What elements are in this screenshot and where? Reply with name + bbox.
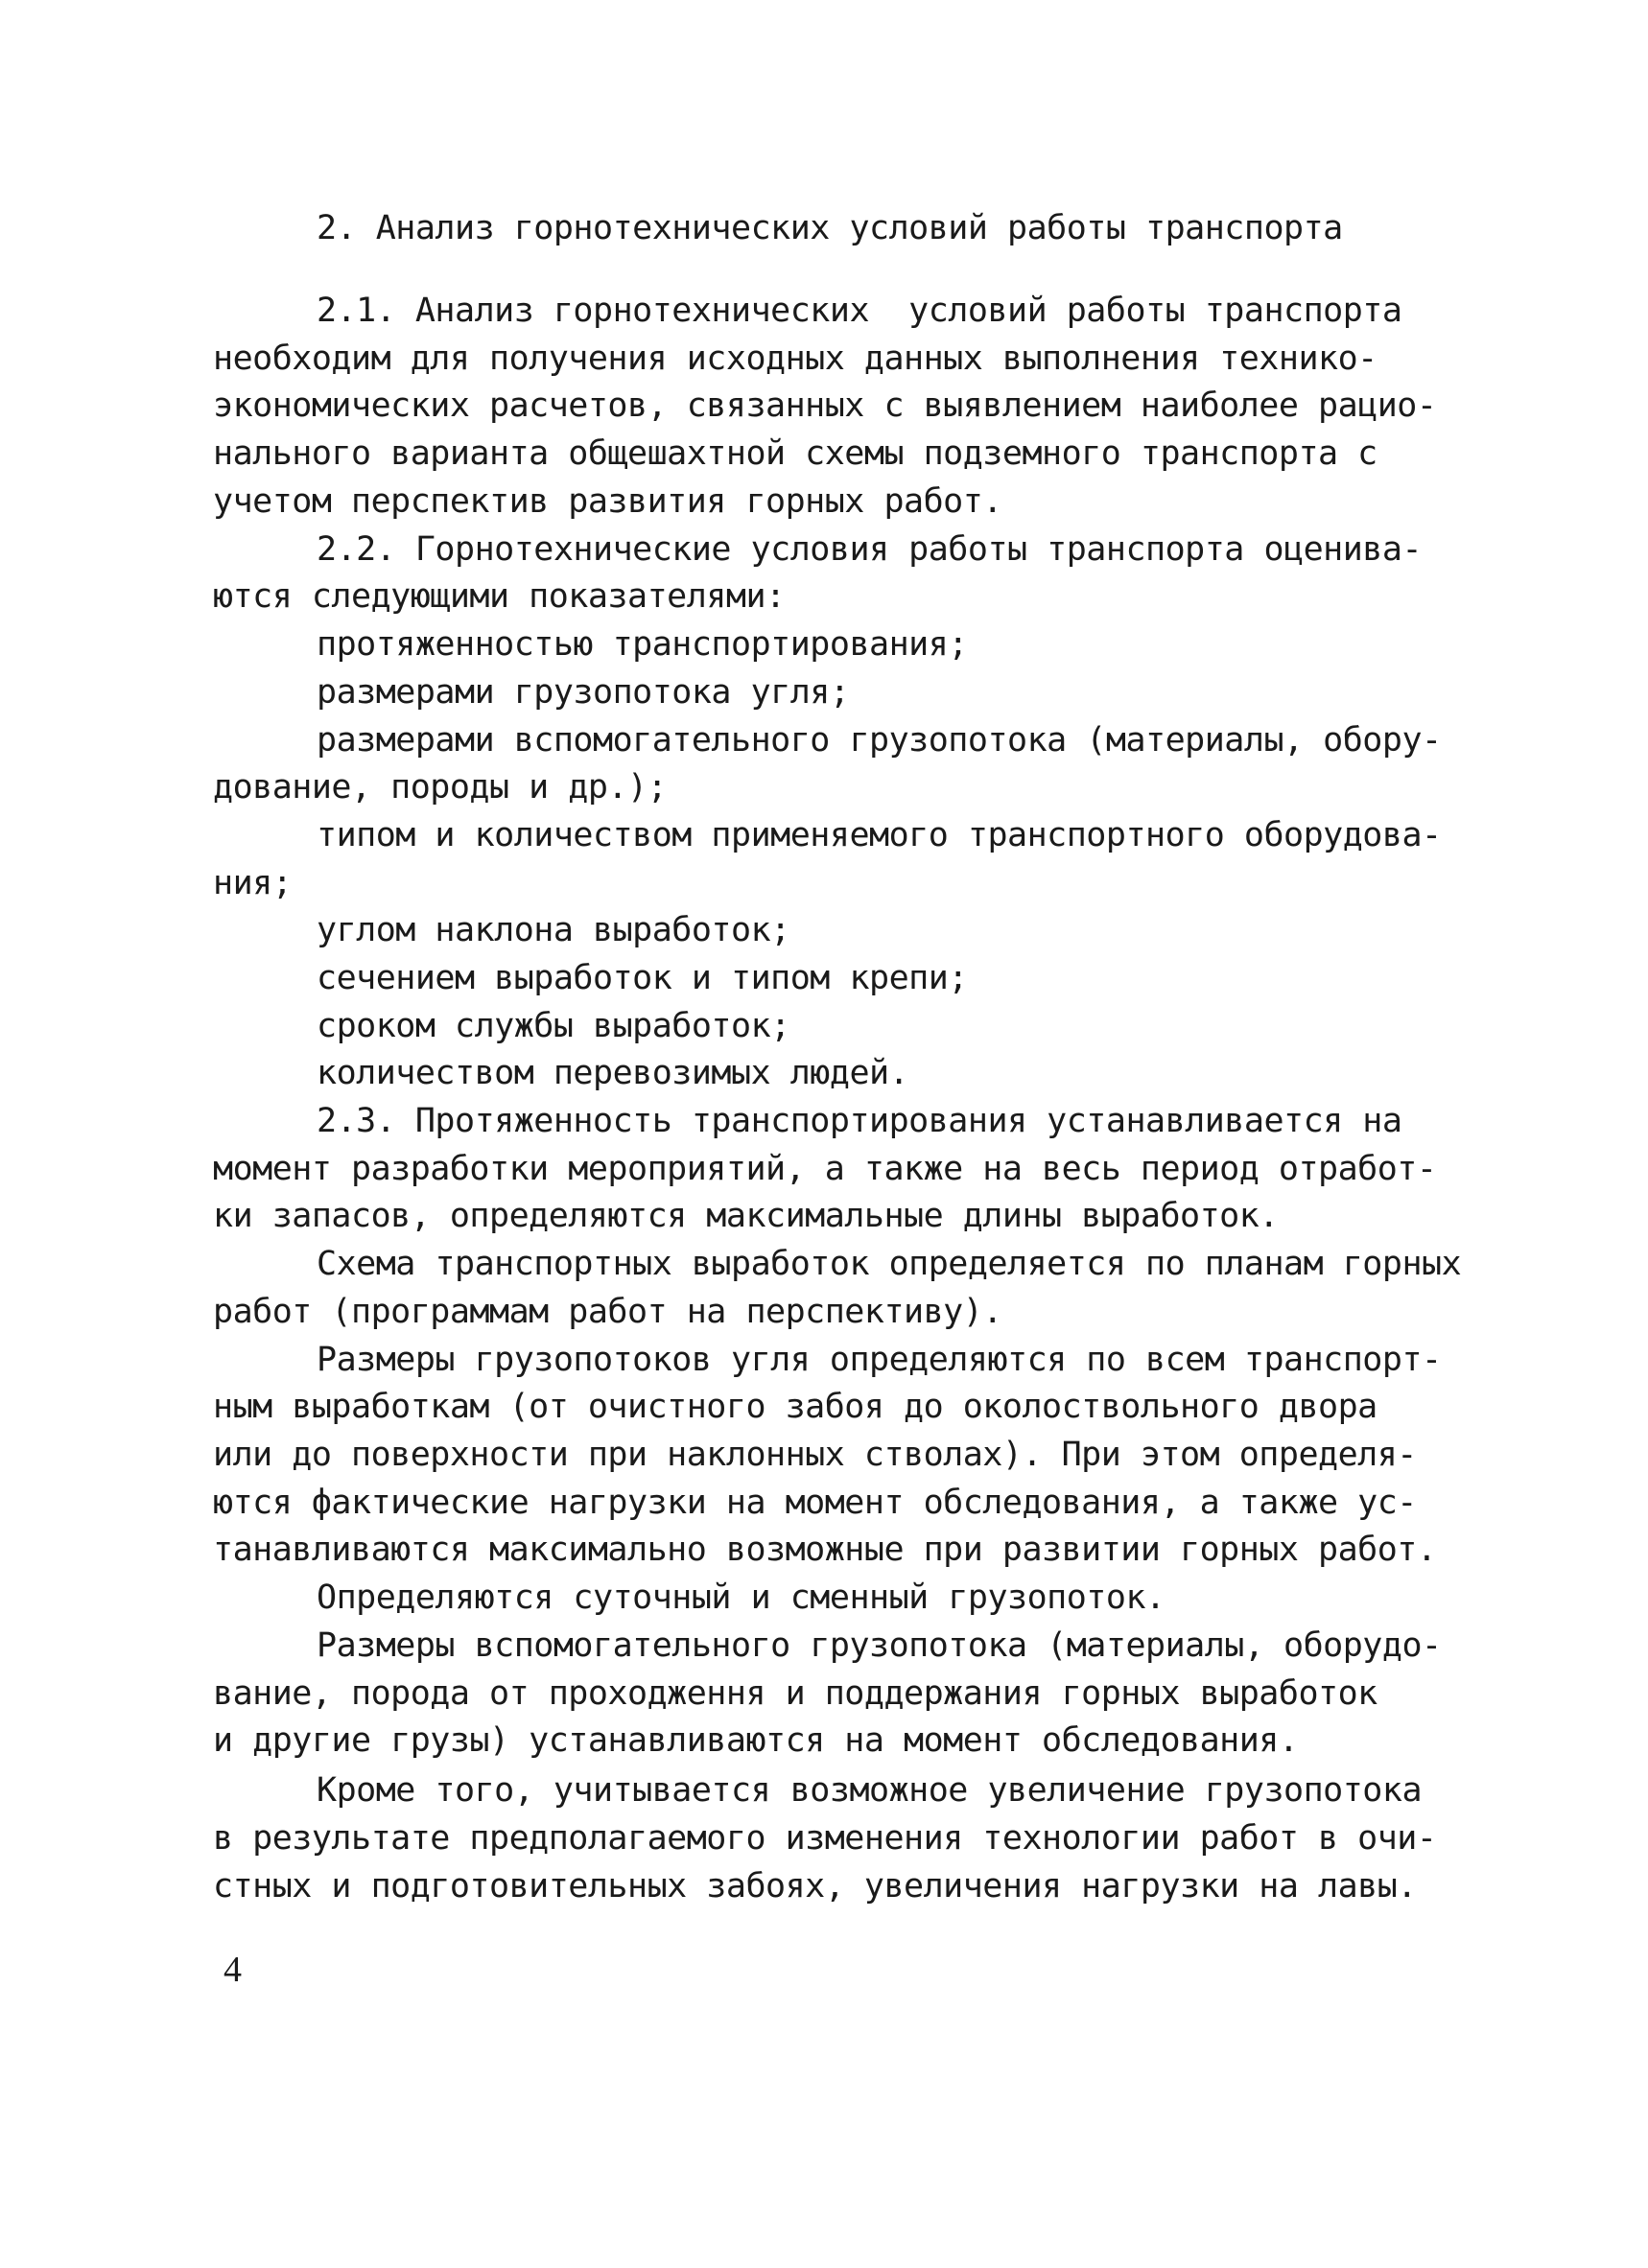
text-line: Размеры грузопотоков угля определяются по всем транспорт- [317,1341,1442,1379]
text-line: Кроме того, учитывается возможное увеличение грузопотока [317,1771,1423,1810]
text-line: 2.2. Горнотехнические условия работы транспорта оценива- [317,530,1423,569]
text-line: или до поверхности при наклонных стволах). При этом определя- [213,1436,1417,1474]
section-title: 2. Анализ горнотехнических условий работы транспорта [317,209,1343,247]
text-line: типом и количеством применяемого транспортного оборудова- [317,816,1442,854]
text-line: ния; [213,864,293,902]
text-line: протяженностью транспортирования; [317,625,968,664]
text-line: сроком службы выработок; [317,1007,790,1045]
text-line: 2.3. Протяженность транспортирования устанавливается на [317,1102,1402,1140]
text-line: вание, порода от проходження и поддержания горных выработок [213,1674,1377,1713]
text-line: углом наклона выработок; [317,911,790,949]
text-line: танавливаются максимально возможные при развитии горных работ. [213,1531,1437,1569]
text-line: учетом перспектив развития горных работ. [213,482,1002,521]
text-line: 2.1. Анализ горнотехнических условий работы транспорта [317,292,1402,330]
text-line: ются фактические нагрузки на момент обследования, а также ус- [213,1484,1417,1522]
text-line: ются следующими показателями: [213,577,786,616]
text-line: ки запасов, определяются максимальные длины выработок. [213,1197,1279,1235]
text-line: количеством перевозимых людей. [317,1054,909,1092]
text-line: в результате предполагаемого изменения технологии работ в очи- [213,1819,1437,1858]
text-line: размерами вспомогательного грузопотока (материалы, обору- [317,721,1442,760]
text-line: размерами грузопотока угля; [317,673,850,712]
text-line: работ (программам работ на перспективу). [213,1293,1002,1331]
text-line: Размеры вспомогательного грузопотока (материалы, оборудо- [317,1626,1442,1665]
text-line: Определяются суточный и сменный грузопоток. [317,1578,1165,1617]
text-line: дование, породы и др.); [213,768,668,807]
text-line: ным выработкам (от очистного забоя до околоствольного двора [213,1388,1377,1426]
text-line: экономических расчетов, связанных с выявлением наиболее рацио- [213,386,1437,425]
text-line: и другие грузы) устанавливаются на момент обследования. [213,1721,1299,1760]
text-line: необходим для получения исходных данных выполнения технико- [213,339,1377,378]
page-number: 4 [224,1950,242,1990]
text-line: сечением выработок и типом крепи; [317,959,968,997]
text-line: нального варианта общешахтной схемы подземного транспорта с [213,434,1377,473]
text-line: Схема транспортных выработок определяется по планам горных [317,1245,1462,1283]
text-line: стных и подготовительных забоях, увеличения нагрузки на лавы. [213,1867,1417,1906]
text-line: момент разработки мероприятий, а также на весь период отработ- [213,1150,1437,1188]
